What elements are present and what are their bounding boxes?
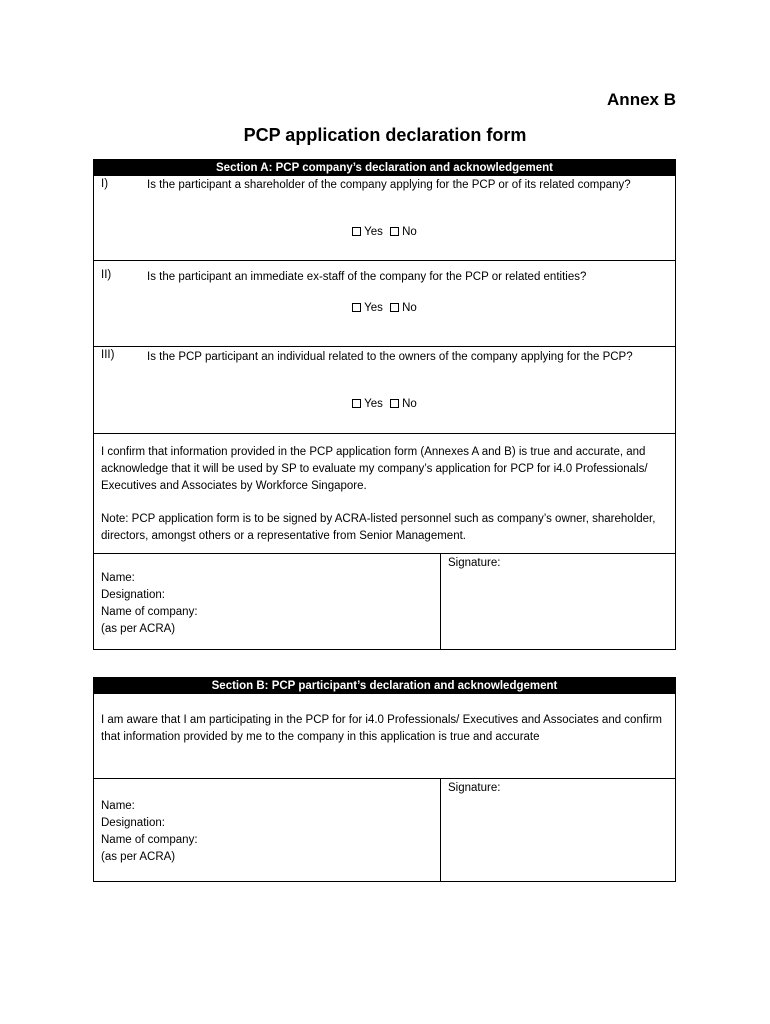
section-a — [93, 159, 676, 650]
acra-note: (as per ACRA) — [101, 623, 176, 635]
confirmation-text: I confirm that information provided in the PCP application form (Annexes A and B) is true and accurate, and acknowledge that it will be used by SP to evaluate my company’s application for PCP for i4.0 Professionals/ Executives and Associates by Workforce Singapore. — [101, 446, 648, 492]
yes-no-options — [94, 302, 675, 314]
company-name-field-label: Name of company: — [101, 834, 198, 846]
question-text: Is the participant a shareholder of the company applying for the PCP or of its related company? — [147, 179, 631, 191]
section-b-heading: Section B: PCP participant’s declaration and acknowledgement — [94, 678, 675, 694]
confirmation-block — [94, 434, 675, 554]
participant-statement: I am aware that I am participating in the PCP for for i4.0 Professionals/ Executives and Associates and confirm that information provided by me to the company in this application is true and accurate — [101, 714, 663, 743]
question-number: II) — [101, 269, 112, 281]
designation-field-label: Designation: — [101, 817, 165, 829]
section-b — [93, 677, 676, 882]
question-1 — [94, 176, 675, 261]
signature-label: Signature: — [448, 782, 501, 794]
yes-label: Yes — [364, 226, 383, 238]
annex-label: Annex B — [607, 90, 676, 109]
company-name-field-label: Name of company: — [101, 606, 198, 618]
no-label: No — [402, 398, 417, 410]
yes-label: Yes — [364, 302, 383, 314]
signature-box-b[interactable] — [441, 779, 675, 881]
yes-label: Yes — [364, 398, 383, 410]
question-text: Is the PCP participant an individual related to the owners of the company applying for the PCP? — [147, 351, 633, 363]
no-checkbox[interactable] — [390, 399, 399, 408]
name-field-label: Name: — [101, 572, 135, 584]
no-label: No — [402, 302, 417, 314]
question-3 — [94, 347, 675, 434]
no-label: No — [402, 226, 417, 238]
company-details — [94, 554, 441, 649]
yes-checkbox[interactable] — [352, 303, 361, 312]
designation-field-label: Designation: — [101, 589, 165, 601]
no-checkbox[interactable] — [390, 227, 399, 236]
section-a-heading: Section A: PCP company’s declaration and acknowledgement — [94, 160, 675, 176]
signature-row-a — [94, 554, 675, 649]
question-number: I) — [101, 178, 109, 190]
yes-no-options — [94, 226, 675, 238]
note-text: Note: PCP application form is to be signed by ACRA-listed personnel such as company’s owner, shareholder, directors, amongst others or a representative from Senior Management. — [101, 513, 656, 542]
yes-checkbox[interactable] — [352, 399, 361, 408]
signature-box-a[interactable] — [441, 554, 675, 649]
participant-statement-block — [94, 694, 675, 779]
no-checkbox[interactable] — [390, 303, 399, 312]
yes-checkbox[interactable] — [352, 227, 361, 236]
yes-no-options — [94, 398, 675, 410]
form-title: PCP application declaration form — [243, 125, 527, 145]
participant-details — [94, 779, 441, 881]
question-2 — [94, 261, 675, 347]
acra-note: (as per ACRA) — [101, 851, 176, 863]
question-number: III) — [101, 349, 115, 361]
signature-row-b — [94, 779, 675, 881]
name-field-label: Name: — [101, 800, 135, 812]
question-text: Is the participant an immediate ex-staff of the company for the PCP or related entities? — [147, 271, 587, 283]
signature-label: Signature: — [448, 557, 501, 569]
